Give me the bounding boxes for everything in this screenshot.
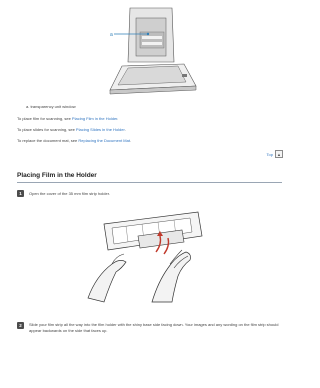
reference-line-film — [17, 116, 118, 121]
reference-text: To place slides for scanning, see — [17, 127, 76, 132]
link-placing-film[interactable]: Placing Film in the Holder — [71, 116, 118, 121]
link-placing-slides[interactable]: Placing Slides in the Holder — [75, 127, 125, 132]
reference-suffix: . — [129, 138, 132, 143]
scanner-illustration — [102, 4, 198, 100]
figure-callout-label: a — [110, 32, 113, 38]
step-number-badge: 1 — [17, 190, 24, 197]
step-text: Slide your film strip all the way into the film holder with the shiny base side facing down. Your images and any wording on the film strip should appear backwards on the side that faces up. — [29, 322, 279, 333]
reference-suffix: . — [117, 116, 119, 121]
film-holder-illustration — [86, 206, 204, 304]
reference-line-slides — [17, 127, 126, 132]
figure-caption: a. transparency unit window — [26, 104, 76, 109]
up-arrow-icon[interactable]: ▲ — [275, 150, 283, 158]
reference-text: To replace the document mat, see — [17, 138, 79, 143]
reference-text: To place film for scanning, see — [17, 116, 72, 121]
link-replacing-mat[interactable]: Replacing the Document Mat — [78, 138, 130, 143]
reference-line-mat — [17, 138, 131, 143]
section-divider — [17, 182, 282, 183]
reference-suffix: . — [124, 127, 126, 132]
step-text: Open the cover of the 35 mm film strip holder. — [29, 191, 110, 196]
top-link[interactable] — [267, 150, 283, 158]
top-link-label[interactable]: Top — [266, 151, 273, 157]
step-number-badge: 2 — [17, 322, 24, 329]
section-title: Placing Film in the Holder — [17, 172, 97, 179]
